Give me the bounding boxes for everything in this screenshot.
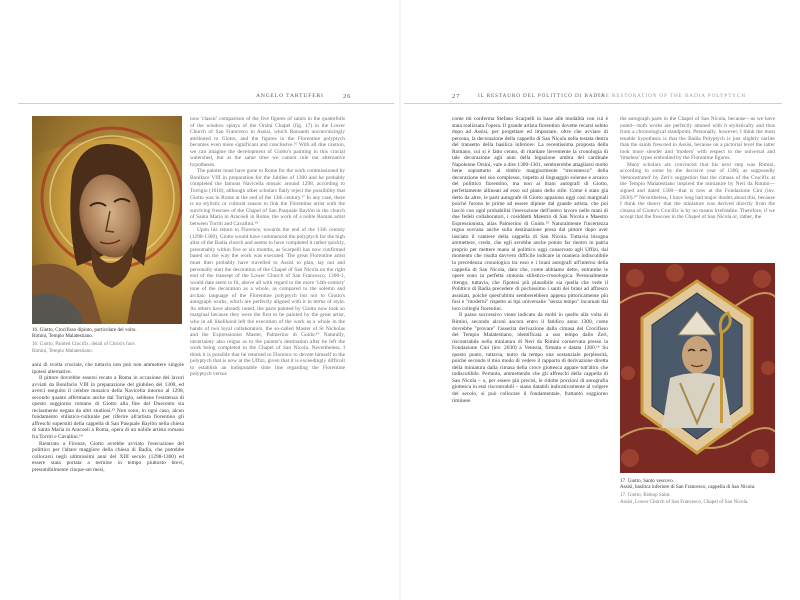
figure-16-caption-it-title: 16. Giotto, Crocifisso dipinto, particolare del volto.	[32, 327, 137, 333]
crucifix-face-illustration	[32, 116, 182, 324]
left-header-rule	[18, 103, 394, 104]
figure-17-caption	[620, 478, 780, 505]
figure-16-caption-en-location: Rimini, Tempio Malatestiano.	[32, 347, 93, 354]
left-en-paragraph: Upon his return to Florence, towards the end of the 13th century (1298-1300), Giotto would have commenced the polyptych for the high altar of the Badia church and seems to have completed it rather quickly, presumably within five or six months, as Scarpelli has now confirmed based on the way the work was executed. The great Florentine artist must then probably have travelled to Assisi to plan, lay out and personally start the decoration of the Chapel of San Nicola on the right end of the transept of the Lower Church of San Francesco, 1300-1, would date seem to fit, above all with regard to the more '14th-century' tone of the decoration as a whole, as compared to the solemn and archaic language of the Florentine polyptych but not to Giotto's autograph works, which are perfectly aligned with it in terms of style. As others have already noted, the parts painted by Giotto now look so marginal because they were the first to be painted by the great artist, who in all likelihood left the execution of the work as a whole in the hands of two loyal collaborators, the so-called Master of St Nicholas and the Expressionist Master, Palmerino di Guido.¹⁹ Naturally, uncertainty also reigns as to the painter's destination after he left the work being completed in the Chapel of San Nicola. Nevertheless, I think it is possible that he returned to Florence to devote himself to the polyptych that is now at the Uffizi, given that it is exceedingly difficult to establish an indisputable time line regarding the Florentine polyptych versus	[190, 227, 345, 378]
bishop-saint-illustration	[620, 263, 775, 473]
left-running-head-author: ANGELO TARTUFERI	[256, 93, 324, 99]
left-italian-column	[32, 362, 184, 580]
right-italian-column	[452, 116, 608, 588]
left-it-paragraph: anni di svolta cruciale, che tuttavia non può non ammettere singole ipotesi alternative.	[32, 362, 184, 375]
right-running-head-title-en: THE RESTORATION OF THE BADIA POLYPTYCH	[597, 93, 746, 99]
figure-16-caption	[32, 327, 192, 354]
figure-17-bishop-saint-image	[620, 263, 775, 473]
right-en-paragraph: the autograph parts in the Chapel of San Nicola, because—as we have noted—both works are perfectly attuned with it stylistically and thus from a chronological standpoint. Personally, however, I think the most tenable hypothesis is that the Badia Polyptych is just slightly earlier than the saints frescoed in Assisi, because on a pictorial level the latter look more slender and 'modern' with respect to the universal and 'timeless' types embodied by the Florentine figures.	[620, 116, 775, 162]
book-gutter	[399, 0, 401, 600]
right-page-number: 27	[452, 93, 461, 100]
right-english-column	[620, 116, 775, 258]
right-it-paragraph: come mi conferma Stefano Scarpelli in base alle modalità con cui è stata realizzata l'opera. Il grande artista fiorentino dovette recarsi subito dopo ad Assisi, per progettare ed impostare, oltre che avviare di persona, la decorazione della cappella di San Nicola nella testata destra del transetto della basilica inferiore. La recentissima proposta della Romano, cui si è fatto cenno, di ritardare lievemente la cronologia di tale decorazione agli anni della legazione umbra del cardinale Napoleone Orsini, vale a dire 1300-1301, sembrerebbe attagliarsi molto bene soprattutto al timbro maggiormente "trecentesco" della decorazione nel suo complesso, rispetto al linguaggio solenne e arcaico del polittico fiorentino, ma non ai brani autografi di Giotto, perfettamente allineati ad esso sul piano dello stile. Come è stato già detto da altre, le parti autografe di Giotto appaiono oggi così marginali poiché furono le prime ad essere dipinte dal grande artista, che poi lasciò con ogni probabilità l'esecuzione dell'intero lavoro nelle mani di due fedeli collaboratori, i cosiddetti Maestro di San Nicola e Maestro Espressionista, alias Palmerino di Guido.¹⁵ Naturalmente l'incertezza regna sovrana anche sulla destinazione presa dal pittore dopo aver lasciato il cantiere della cappella di San Nicola. Tuttavia bisogna ammettere, credo, che egli avrebbe anche potuto far rientro in patria proprio per mettere mano al polittico oggi conservato agli Uffizi, dal momento che risulta davvero difficile indicare in maniera indiscutibile la precedenza cronologica tra esso e i brani autografi all'interno della cappella di San Nicola, dato che, come abbiamo detto, entrambe le opere sono in perfetta sintonia stilistico-cronologica. Personalmente ritengo, tuttavia, che l'ipotesi più plausibile sia quella che vede il Polittico di Badia precedere di pochissimo i santi dei brani ad affresco assisiati, poiché quest'ultimi sembrerebbero appena pittoricamente più fusi e "moderni" rispetto ai tipi universalie "senza tempo" incarnati dai loro colleghi fiorentini.	[452, 116, 608, 312]
right-header-rule	[404, 103, 782, 104]
figure-17-caption-it-location: Assisi, basilica inferiore di San Francesco, cappella di San Nicola.	[620, 484, 756, 491]
figure-17-caption-it-title: 17. Giotto, Santo vescovo.	[620, 478, 675, 484]
right-en-paragraph: Many scholars are convinced that his next step was Rimini, according to some by the decisive year of 1300, as supposedly 'demonstrated' by Zeri's suggestion that the cimasa of the Crucifix at the Tempio Malatestiano inspired the miniature by Neri da Rimini—signed and dated 1300—that is now at the Fondazione Cini (inv. 2030).²⁰ Nevertheless, I have long had major doubts about this, because I think the theory that the miniature was derived directly from the cimasa of Giotto's Crucifix is by no means irrefutable. Therefore, if we accept that the frescoes in the Chapel of San Nicola or, rather, the	[620, 161, 775, 221]
left-it-paragraph: Il pittore dovrebbe essersi recato a Roma in occasione dei lavori avviati da Bonifacio VIII in preparazione del giubileo del 1300, ed averci eseguito il celebre mosaico della Navicella intorno al 1298, secondo quanto affermano anche dal Torrigio, sebbene l'esistenza di questo soggiorno romano di Giotto alla fine del Duecento sia recisamente negata da altri studiosi.¹³ Non sono, in ogni caso, alcun fondamento stilistico-culturale per riferire all'artista fiorentino gli affreschi superstiti della cappella di San Pasquale Baylòn nella chiesa di Santa Maria in Aracoeli a Roma, opera di un nobile artista romano fra Torriti e Cavallini.¹⁴	[32, 375, 184, 441]
left-en-paragraph: now 'classic' comparison of the five figures of saints in the quatrefoils of the window splays of the Orsini Chapel (fig. 17) in the Lower Church of San Francesco in Assisi, which Bonsanti unconvincingly attributed to Giotto, and the figures in the Florentine polyptych becomes even more significant and conclusive.¹⁶ With all due caution, we can imagine the development of Giotto's painting in this crucial watershed, but at the same time we cannot rule out alternative hypotheses.	[190, 116, 345, 168]
left-it-paragraph: Rientrato a Firenze, Giotto avrebbe avviato l'esecuzione del polittico per l'altare maggiore della chiesa di Badia, che potrebbe collocarsi negli ultimissimi anni del XIII secolo (1298-1300) ed essere stata portata a termine in tempo piuttosto brevi, presumibilmente cinque-sei mesi,	[32, 440, 184, 473]
figure-16-caption-it-location: Rimini, Tempio Malatestiano.	[32, 333, 93, 340]
figure-17-caption-en-location: Assisi, Lower Church of San Francesco, Chapel of San Nicola.	[620, 498, 749, 505]
figure-17-caption-en-title: 17. Giotto, Bishop Saint.	[620, 492, 671, 499]
left-page-number: 26	[343, 93, 352, 100]
right-it-paragraph: Il passo successivo viene indicato da molti in quello alla volta di Rimini, secondo alcuni ancora entro il fatidico anno 1300, come dovrebbe "provare" l'asserita derivazione dalla cimasa del Crocifisso del Tempio Malatestiano, identificata a suo tempo dallo Zeri, riscontrabile nella miniatura di Neri da Rimini conservata presso la Fondazione Cini (inv. 2030) a Venezia, firmata e datata 1300.¹⁶ Su questo punto, tuttavia, nutro da tempo una sostanziale perplessità, poiché secondo il mio modo di vedere il rapporto di derivazione diretta della miniatura dalla cimasa della croce giottesca appare tutt'altro che indiscutibile. Pertanto, ammettendo che gli affreschi della cappella di San Nicola – o, per essere più precisi, le ridotte porzioni di autografia giottesca in essi riscontrabili – siano databili indicativamente al volgere del secolo, si può collocare il fondamentale, frattanto soggiorno riminese	[452, 312, 608, 404]
left-en-paragraph: The painter must have gone to Rome for the work commissioned by Boniface VIII in preparation for the Jubilee of 1300 and he probably completed the famous Navicella mosaic around 1298, according to Torrigio (1618), although other scholars flatly reject the possibility that Giotto was in Rome at the end of the 13th century.¹⁷ In any case, there is no stylistic or cultural reason to link the Florentine artist with the surviving frescoes of the Chapel of San Pasquale Baylòn in the church of Santa Maria in Aracoeli in Rome, the work of a noble Roman artist between Torriti and Cavallini.¹⁸	[190, 168, 345, 227]
figure-16-caption-en-title: 16. Giotto, Painted Crucifix, detail of Christ's face.	[32, 341, 136, 348]
figure-16-crucifix-image	[32, 116, 182, 324]
left-english-column	[190, 116, 345, 564]
right-running-head-title-it: IL RESTAURO DEL POLITTICO DI BADIA	[478, 93, 606, 99]
